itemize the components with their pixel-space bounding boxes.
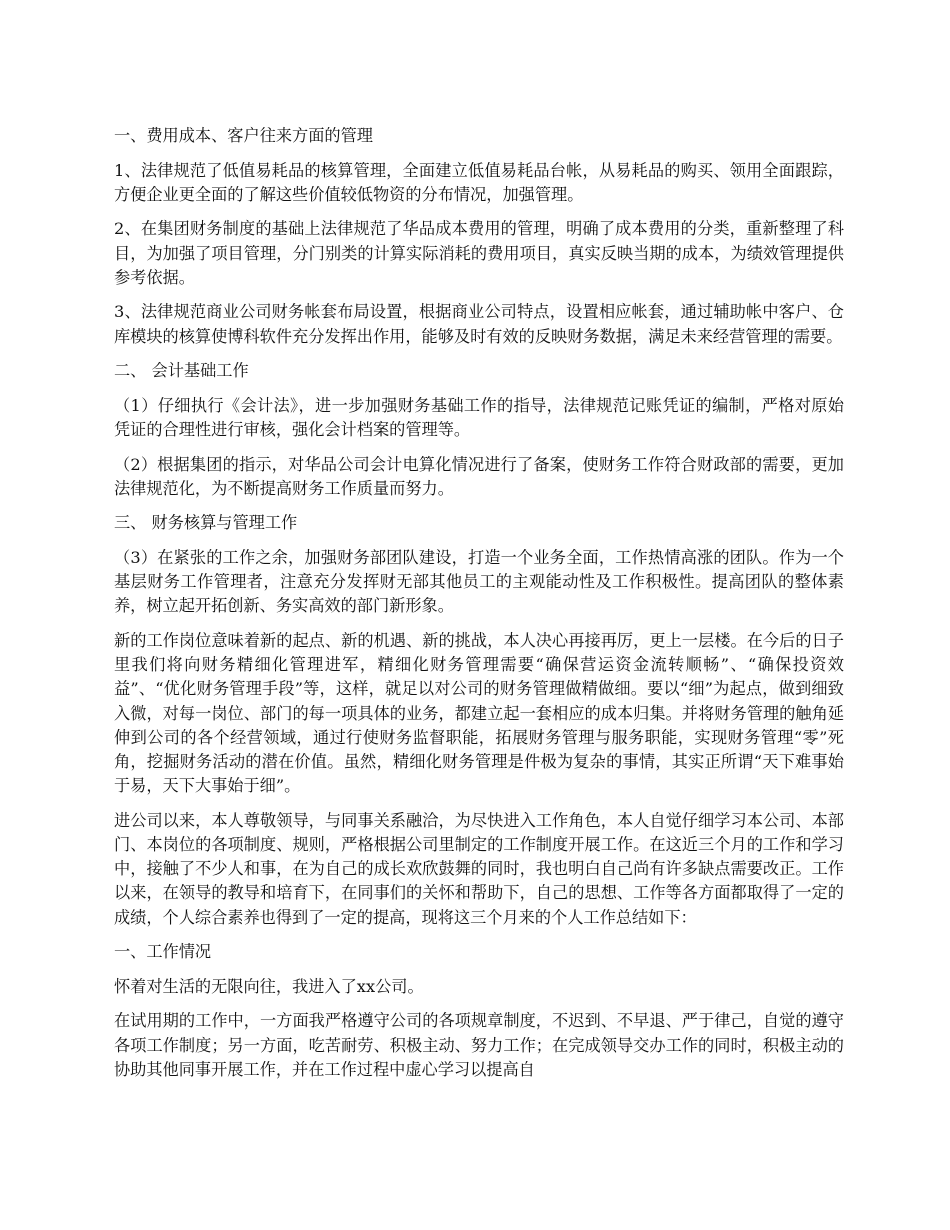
- section-heading-expense-management: 一、费用成本、客户往来方面的管理: [114, 126, 373, 145]
- paragraph-probation-work: 在试用期的工作中，一方面我严格遵守公司的各项规章制度，不迟到、不早退、严于律己，自觉的遵守各项工作制度；另一方面，吃苦耐劳、积极主动、努力工作；在完成领导交办工作的同时，积极主动的协助其他同事开展工作，并在工作过程中虚心学习以提高自: [114, 1011, 844, 1079]
- paragraph-accounting-law: （1）仔细执行《会计法》，进一步加强财务基础工作的指导，法律规范记账凭证的编制，严格对原始凭证的合理性进行审核，强化会计档案的管理等。: [114, 395, 844, 439]
- paragraph-computerized-accounting: （2）根据集团的指示，对华品公司会计电算化情况进行了备案，使财务工作符合财政部的需要，更加法律规范化，为不断提高财务工作质量而努力。: [114, 454, 844, 498]
- paragraph-low-value-consumables: 1、法律规范了低值易耗品的核算管理，全面建立低值易耗品台帐，从易耗品的购买、领用全面跟踪，方便企业更全面的了解这些价值较低物资的分布情况，加强管理。: [114, 160, 844, 204]
- paragraph-refined-management: 新的工作岗位意味着新的起点、新的机遇、新的挑战，本人决心再接再厉，更上一层楼。在今后的日子里我们将向财务精细化管理进军，精细化财务管理需要“确保营运资金流转顺畅”、“确保投资效益”、“优化财务管理手段”等，这样，就足以对公司的财务管理做精做细。要以“细”为起点，做到细致入微，对每一岗位、部门的每一项具体的业务，都建立起一套相应的成本归集。并将财务管理的触角延伸到公司的各个经营领域，通过行使财务监督职能，拓展财务管理与服务职能，实现财务管理“零”死角，挖掘财务活动的潜在价值。虽然，精细化财务管理是件极为复杂的事情，其实正所谓“天下难事始于易，天下大事始于细”。: [114, 630, 844, 796]
- paragraph-team-building: （3）在紧张的工作之余，加强财务部团队建设，打造一个业务全面，工作热情高涨的团队。作为一个基层财务工作管理者，注意充分发挥财无部其他员工的主观能动性及工作积极性。提高团队的整体素养，树立起开拓创新、务实高效的部门新形象。: [114, 547, 844, 616]
- section-heading-financial-accounting: 三、 财务核算与管理工作: [114, 513, 298, 533]
- paragraph-entering-company: 怀着对生活的无限向往，我进入了xx公司。: [114, 976, 424, 996]
- section-heading-work-status: 一、工作情况: [114, 942, 212, 962]
- document-body: [114, 124, 844, 1092]
- paragraph-cost-expense-management: 2、在集团财务制度的基础上法律规范了华品成本费用的管理，明确了成本费用的分类，重新整理了科目，为加强了项目管理，分门别类的计算实际消耗的费用项目，真实反映当期的成本，为绩效管理提供参考依据。: [114, 219, 844, 287]
- paragraph-account-set-layout: 3、法律规范商业公司财务帐套布局设置，根据商业公司特点，设置相应帐套，通过辅助帐中客户、仓库模块的核算使博科软件充分发挥出作用，能够及时有效的反映财务数据，满足未来经营管理的需要。: [114, 302, 844, 346]
- section-heading-accounting-basics: 二、 会计基础工作: [114, 361, 249, 381]
- paragraph-joining-company: 进公司以来，本人尊敬领导，与同事关系融洽，为尽快进入工作角色，本人自觉仔细学习本公司、本部门、本岗位的各项制度、规则，严格根据公司里制定的工作制度开展工作。在这近三个月的工作和学习中，接触了不少人和事，在为自己的成长欢欣鼓舞的同时，我也明白自己尚有许多缺点需要改正。工作以来，在领导的教导和培育下，在同事们的关怀和帮助下，自己的思想、工作等各方面都取得了一定的成绩，个人综合素养也得到了一定的提高，现将这三个月来的个人工作总结如下：: [114, 810, 844, 927]
